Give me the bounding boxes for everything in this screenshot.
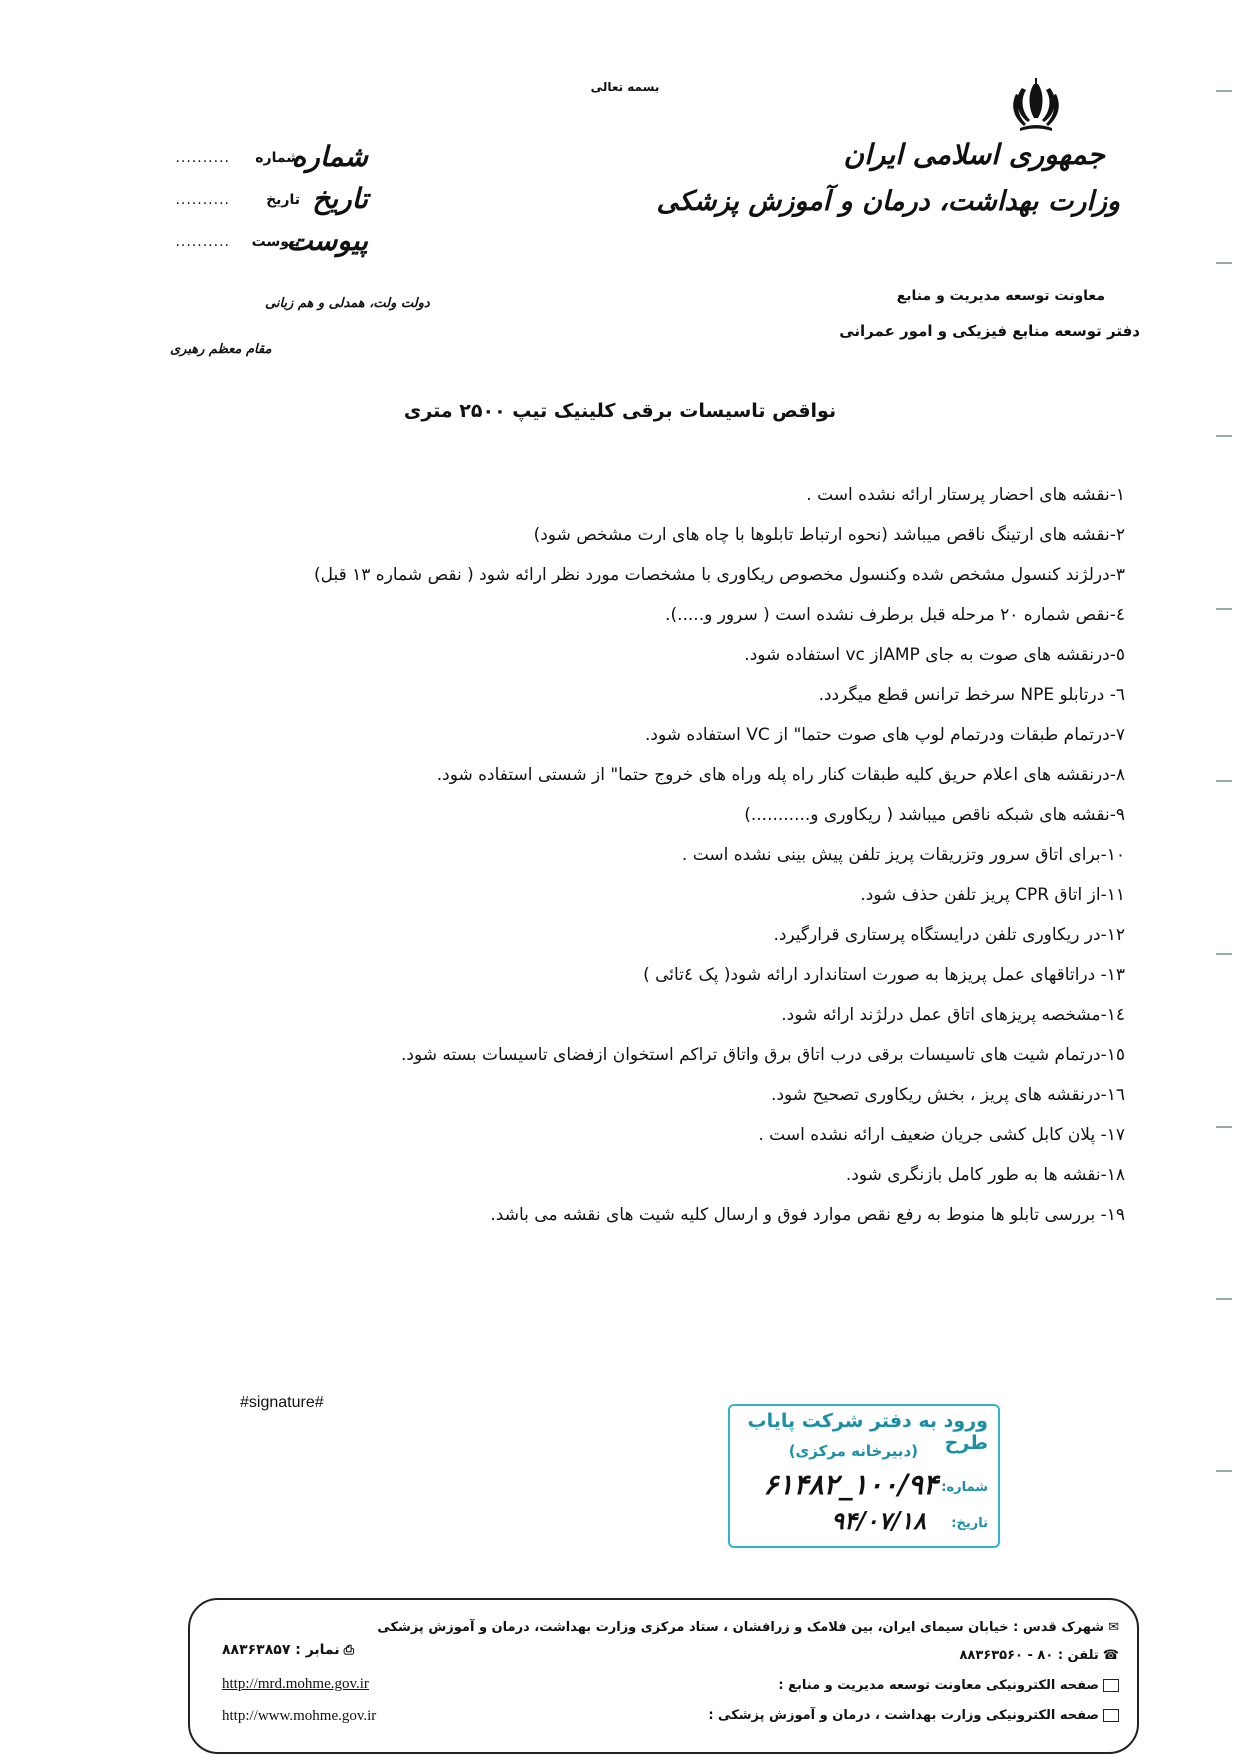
list-item: ۱۹- بررسی تابلو ها منوط به رفع نقص موارد فوق و ارسال کلیه شیت های نقشه می باشد.	[490, 1205, 1125, 1225]
letter-meta	[128, 140, 368, 266]
meta-attachment-row	[128, 224, 368, 266]
number-label-large: شماره	[291, 140, 368, 173]
deficiency-list	[200, 475, 1125, 1235]
list-item: ۱٤-مشخصه پریزهای اتاق عمل درلژند ارائه شود.	[781, 1005, 1125, 1025]
number-label: شماره	[255, 150, 300, 166]
location-icon: ✉	[1108, 1620, 1119, 1635]
edge-mark	[1216, 953, 1232, 955]
list-item: ۱٦-درنقشه های پریز ، بخش ریکاوری تصحیح شود.	[771, 1085, 1125, 1105]
bismillah-text: بسمه تعالی	[590, 80, 660, 94]
footer-phone	[959, 1648, 1119, 1663]
edge-mark	[1216, 90, 1232, 92]
list-item: ۲-نقشه های ارتینگ ناقص میباشد (نحوه ارتباط تابلوها با چاه های ارت مشخص شود)	[533, 525, 1125, 545]
footer-address	[377, 1620, 1119, 1635]
deputy-website-link[interactable]: http://mrd.mohme.gov.ir	[222, 1676, 369, 1692]
envelope-icon	[1103, 1679, 1119, 1692]
footer-box	[188, 1598, 1139, 1754]
date-label-large: تاریخ	[312, 182, 368, 215]
republic-name: جمهوری اسلامی ایران	[843, 138, 1105, 171]
list-item: ۱۱-از اتاق CPR پریز تلفن حذف شود.	[860, 885, 1125, 905]
envelope-icon	[1103, 1709, 1119, 1722]
date-label: تاریخ	[266, 192, 300, 208]
list-item: ۹-نقشه های شبکه ناقص میباشد ( ریکاوری و...........)	[744, 805, 1125, 825]
document-title: نواقص تاسیسات برقی کلینیک تیپ ۲۵۰۰ متری	[403, 400, 837, 422]
list-item: ٦- درتابلو NPE سرخط ترانس قطع میگردد.	[818, 685, 1125, 705]
date-dots: ..........	[175, 192, 230, 208]
footer-site-ministry	[708, 1708, 1119, 1723]
attachment-dots: ..........	[175, 234, 230, 250]
phone-icon: ☎	[1102, 1648, 1119, 1663]
stamp-subtitle: (دبیرخانه مرکزی)	[788, 1442, 918, 1460]
meta-number-row	[128, 140, 368, 182]
list-item: ۸-درنقشه های اعلام حریق کلیه طبقات کنار راه پله وراه های خروج حتما" از شستی استفاده شود.	[436, 765, 1125, 785]
footer-fax	[222, 1642, 354, 1658]
ministry-website-link[interactable]: http://www.mohme.gov.ir	[222, 1708, 377, 1724]
attachment-label-large: پیوست	[286, 224, 368, 257]
edge-mark	[1216, 435, 1232, 437]
stamp-number-label: شماره:	[941, 1480, 988, 1495]
slogan-text: دولت ولت، همدلی و هم زبانی	[265, 296, 430, 311]
list-item: ۱۷- پلان کابل کشی جریان ضعیف ارائه نشده است .	[758, 1125, 1125, 1145]
list-item: ۱-نقشه های احضار پرستار ارائه نشده است .	[806, 485, 1125, 505]
stamp-date-label: تاریخ:	[951, 1516, 988, 1531]
ministry-name: وزارت بهداشت، درمان و آموزش پزشکی	[656, 186, 1120, 217]
stamp-title: ورود به دفتر شرکت پایاب طرح	[747, 1410, 988, 1454]
edge-mark	[1216, 1126, 1232, 1128]
footer-site-deputy	[778, 1678, 1119, 1693]
site-deputy-text: صفحه الکترونیکی معاونت توسعه مدیریت و منابع :	[778, 1678, 1099, 1693]
fax-icon: ⎙	[343, 1643, 354, 1658]
edge-mark	[1216, 262, 1232, 264]
list-item: ۱٥-درتمام شیت های تاسیسات برقی درب اتاق برق واتاق تراکم استخوان ازفضای تاسیسات بسته شود.	[401, 1045, 1125, 1065]
department-deputy: معاونت توسعه مدیریت و منابع	[896, 288, 1105, 304]
list-item: ۷-درتمام طبقات ودرتمام لوپ های صوت حتما" از VC استفاده شود.	[645, 725, 1125, 745]
signature-placeholder: #signature#	[240, 1394, 324, 1411]
site-ministry-text: صفحه الکترونیکی وزارت بهداشت ، درمان و آموزش پزشکی :	[708, 1708, 1099, 1723]
receipt-stamp	[728, 1404, 1000, 1548]
stamp-date: ۹۴/۰۷/۱۸	[831, 1506, 926, 1535]
list-item: ٤-نقص شماره ۲۰ مرحله قبل برطرف نشده است ( سرور و.....).	[665, 605, 1125, 625]
stamp-number: ۱۰۰/۹۴_۶۱۴۸۲	[763, 1468, 938, 1501]
address-text: شهرک قدس : خیابان سیمای ایران، بین فلامک و زرافشان ، ستاد مرکزی وزارت بهداشت، درمان و آموزش پزشکی	[377, 1620, 1105, 1635]
list-item: ۱۸-نقشه ها به طور کامل بازنگری شود.	[845, 1165, 1125, 1185]
phone-text: تلفن : ۸۰ - ۸۸۳۶۳۵۶۰	[959, 1648, 1099, 1663]
meta-date-row	[128, 182, 368, 224]
department-office: دفتر توسعه منابع فیزیکی و امور عمرانی	[839, 322, 1140, 340]
list-item: ۱۳- دراتاقهای عمل پریزها به صورت استاندارد ارائه شود( پک ٤تائی )	[643, 965, 1125, 985]
list-item: ۳-درلژند کنسول مشخص شده وکنسول مخصوص ریکاوری با مشخصات مورد نظر ارائه شود ( نقص شماره ۱۳ قبل)	[313, 565, 1125, 585]
edge-mark	[1216, 608, 1232, 610]
list-item: ۱۰-برای اتاق سرور وتزریقات پریز تلفن پیش بینی نشده است .	[681, 845, 1125, 865]
list-item: ٥-درنقشه های صوت به جای AMPاز vc استفاده شود.	[744, 645, 1125, 665]
edge-mark	[1216, 780, 1232, 782]
edge-mark	[1216, 1298, 1232, 1300]
list-item: ۱۲-در ریکاوری تلفن درایستگاه پرستاری قرارگیرد.	[773, 925, 1125, 945]
fax-text: نمابر : ۸۸۳۶۳۸۵۷	[222, 1642, 340, 1658]
slogan-attribution: مقام معظم رهبری	[170, 342, 272, 357]
attachment-label: پیوست	[251, 234, 300, 250]
number-dots: ..........	[175, 150, 230, 166]
national-emblem-icon	[1008, 78, 1064, 132]
edge-mark	[1216, 1470, 1232, 1472]
